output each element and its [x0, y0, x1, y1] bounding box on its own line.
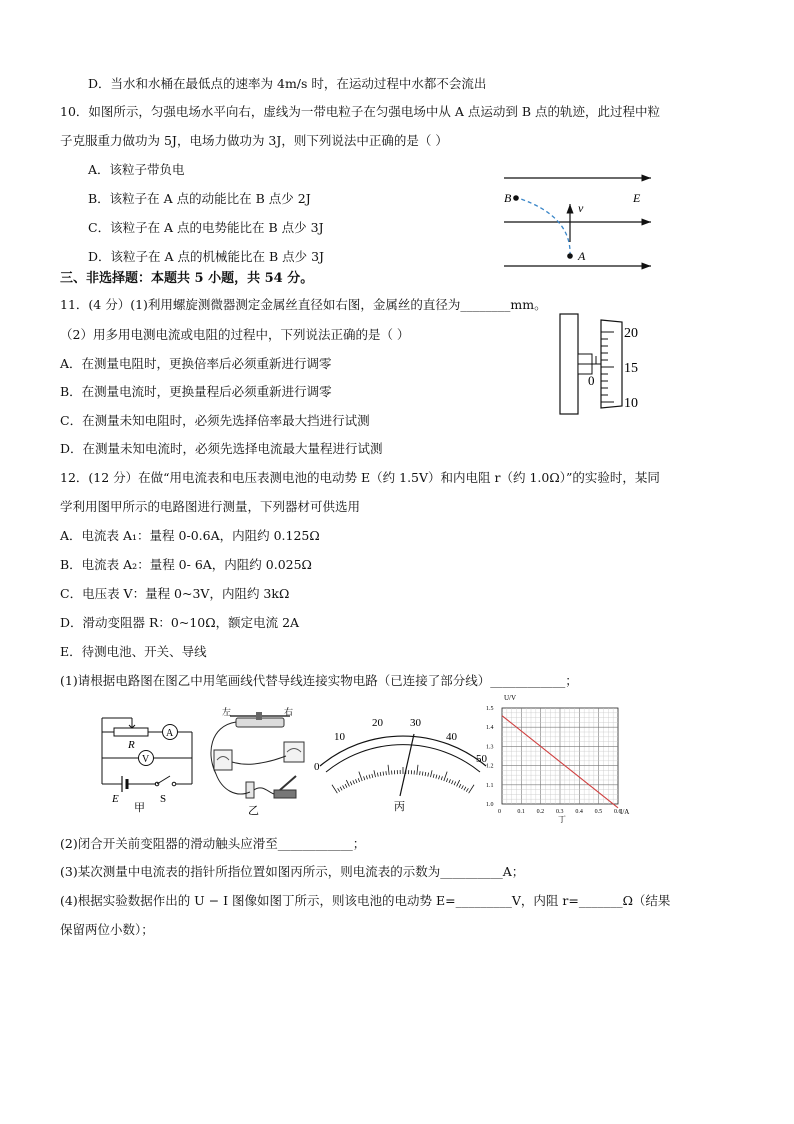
dial-label-30: 30 [410, 717, 421, 729]
dial-tick [343, 785, 345, 789]
q12-stem-line1: 12．(12 分）在做“用电流表和电压表测电池的电动势 E（约 1.5V）和内电阻 r（约 1.0Ω）”的实验时，某同 [60, 470, 660, 485]
battery-cell [246, 782, 254, 798]
y-tick-label: 1.1 [486, 782, 494, 789]
switch-blade [157, 776, 170, 784]
switch-label: S [160, 793, 167, 805]
x-tick-label: 0.2 [536, 809, 545, 815]
q10-option-b: B．该粒子在 A 点的动能比在 B 点少 2J [88, 191, 311, 206]
q10-stem-line1: 10．如图所示，匀强电场水平向右，虚线为一带电粒子在匀强电场中从 A 点运动到 B 点的轨迹，此过程中粒 [60, 104, 661, 119]
q10-option-d: D．该粒子在 A 点的机械能比在 B 点少 3J [88, 249, 325, 264]
q11-option-c: C．在测量未知电阻时，必须先选择倍率最大挡进行试测 [60, 413, 370, 428]
dial-tick [422, 772, 423, 776]
label-e: E [633, 191, 641, 205]
q12-part4-line1: (4)根据实验数据作出的 U − I 图像如图丁所示，则该电池的电动势 E=_________V，内阻 r=_______Ω（结果 [60, 893, 671, 908]
dial-tick [461, 785, 463, 789]
dial-tick [356, 779, 358, 783]
dial-label-20: 20 [372, 717, 383, 729]
x-tick-label: 0.1 [517, 809, 525, 815]
dial-tick [345, 784, 347, 788]
dial-tick [446, 778, 447, 782]
micrometer-figure [556, 312, 656, 418]
q12-option-b: B．电流表 A₂：量程 0- 6A，内阻约 0.025Ω [60, 557, 312, 572]
voltmeter-device [214, 750, 232, 770]
electric-field-figure [496, 170, 658, 270]
dial-tick [374, 770, 376, 777]
x-tick-label: 0.6 [614, 809, 622, 815]
connecting-wire-middle [232, 756, 286, 764]
dial-tick [420, 771, 421, 775]
q10-option-a: A．该粒子带负电 [88, 162, 185, 177]
label-b: B [504, 191, 512, 205]
q12-part1: (1)请根据电路图在图乙中用笔画线代替导线连接实物电路（已连接了部分线）____________； [60, 673, 578, 688]
dial-tick [366, 775, 367, 779]
q11-option-b: B．在测量电流时，更换量程后必须重新进行调零 [60, 384, 332, 399]
y-axis-label: U/V [504, 694, 517, 702]
dial-tick [436, 775, 437, 779]
figure-yi-caption: 乙 [248, 805, 259, 816]
dial-label-10: 10 [334, 731, 345, 743]
x-tick-label: 0 [498, 809, 501, 815]
dial-tick [469, 785, 474, 793]
q12-option-e: E．待测电池、开关、导线 [60, 644, 207, 659]
section-three-heading: 三、非选择题：本题共 5 小题，共 54 分。 [60, 271, 314, 286]
rheostat-label: R [128, 739, 135, 751]
thimble-label-15: 15 [624, 361, 638, 376]
dial-tick [383, 772, 384, 776]
dial-pointer [400, 734, 414, 796]
dial-tick [350, 782, 352, 786]
apparatus-figure-yi [206, 704, 314, 816]
rheostat-body [114, 728, 148, 736]
thimble-label-20: 20 [624, 326, 638, 341]
connecting-wire-switch [254, 788, 274, 794]
dial-tick [449, 779, 451, 783]
y-tick-label: 1.4 [486, 725, 494, 732]
dial-tick [452, 780, 454, 784]
dial-tick [425, 772, 426, 776]
battery-label: E [112, 793, 119, 805]
dial-label-0: 0 [314, 761, 320, 773]
sleeve-label-0: 0 [588, 373, 595, 388]
dial-tick [428, 773, 429, 777]
q12-option-a: A．电流表 A₁：量程 0-0.6A，内阻约 0.125Ω [60, 528, 320, 543]
dial-tick [332, 785, 337, 793]
dial-tick [346, 780, 349, 786]
dial-tick [359, 772, 362, 781]
dial-tick [433, 774, 434, 778]
chart-grid [502, 708, 618, 804]
label-a: A [578, 249, 586, 263]
q11-part2: （2）用多用电测电流或电阻的过程中，下列说法正确的是（ ） [60, 327, 410, 342]
q10-option-c: C．该粒子在 A 点的电势能比在 B 点少 3J [88, 220, 324, 235]
dial-tick [380, 772, 381, 776]
dial-tick [430, 770, 432, 777]
figure-jia-caption: 甲 [134, 802, 145, 814]
switch-base [274, 790, 296, 798]
dial-tick [353, 780, 355, 784]
figure-bing-caption: 丙 [394, 801, 405, 813]
dial-tick [441, 776, 442, 780]
dial-tick [454, 782, 456, 786]
q12-part3: (3)某次测量中电流表的指针所指位置如图丙所示，则电流表的示数为__________A； [60, 864, 525, 879]
circuit-diagram-jia [94, 710, 204, 814]
ui-graph-ding [484, 690, 636, 824]
figure-ding-caption: 丁 [558, 815, 566, 824]
q10-stem-line2: 子克服重力做功为 5J，电场力做功为 3J，则下列说法中正确的是（ ） [60, 133, 448, 148]
dial-tick [338, 788, 340, 791]
trajectory-dashed-curve [518, 198, 570, 256]
rheostat-right-label: 右 [284, 707, 294, 717]
y-tick-label: 1.3 [486, 744, 494, 751]
dial-label-50: 50 [476, 753, 487, 765]
ammeter-label: A [166, 728, 174, 739]
q12-part2: (2)闭合开关前变阻器的滑动触头应滑至____________； [60, 836, 366, 851]
dial-tick [459, 784, 461, 788]
x-axis-label: I/A [620, 808, 630, 816]
dial-tick [439, 775, 440, 779]
q12-stem-line2: 学利用图甲所示的电路图进行测量，下列器材可供选用 [60, 499, 361, 514]
ammeter-dial-bing [312, 712, 494, 814]
rheostat-left-label: 左 [222, 707, 232, 717]
q11-option-a: A．在测量电阻时，更换倍率后必须重新进行调零 [60, 356, 332, 371]
dial-tick [466, 788, 468, 791]
thimble-label-10: 10 [624, 396, 638, 411]
dial-tick [388, 765, 389, 775]
q12-option-c: C．电压表 V：量程 0~3V，内阻约 3kΩ [60, 586, 290, 601]
q12-part4-line2: 保留两位小数）； [60, 922, 154, 937]
q11-part1: 11．(4 分）(1)利用螺旋测微器测定金属丝直径如右图，金属丝的直径为________mm。 [60, 297, 547, 312]
dial-tick [444, 772, 447, 781]
dial-tick [464, 787, 466, 790]
dial-tick [358, 778, 359, 782]
rheostat-slider [256, 712, 262, 720]
q9-option-d: D．当水和水桶在最低点的速率为 4m/s 时，在运动过程中水都不会流出 [88, 76, 487, 91]
q12-option-d: D．滑动变阻器 R：0~10Ω，额定电流 2A [60, 615, 300, 630]
label-v: v [578, 201, 584, 215]
switch-lever [280, 776, 296, 790]
dial-ticks [332, 765, 474, 793]
dial-tick [386, 771, 387, 775]
micrometer-frame [560, 314, 578, 414]
q11-option-d: D．在测量未知电流时，必须先选择电流最大量程进行试测 [60, 441, 383, 456]
dial-tick [340, 787, 342, 790]
y-tick-label: 1.0 [486, 802, 494, 808]
dial-tick [369, 775, 370, 779]
x-tick-label: 0.4 [575, 809, 583, 815]
dial-tick [457, 780, 460, 786]
dial-tick [377, 773, 378, 777]
x-tick-label: 0.5 [594, 809, 603, 815]
dial-tick [372, 774, 373, 778]
y-tick-label: 1.5 [486, 706, 494, 712]
dial-tick [417, 765, 418, 775]
point-b-dot [513, 195, 519, 201]
voltmeter-label: V [142, 754, 150, 765]
y-tick-label: 1.2 [486, 763, 494, 770]
switch-contact-right [172, 782, 176, 786]
dial-label-40: 40 [446, 731, 457, 743]
x-tick-label: 0.3 [556, 809, 564, 815]
dial-tick [364, 776, 365, 780]
point-a-dot [567, 253, 573, 259]
